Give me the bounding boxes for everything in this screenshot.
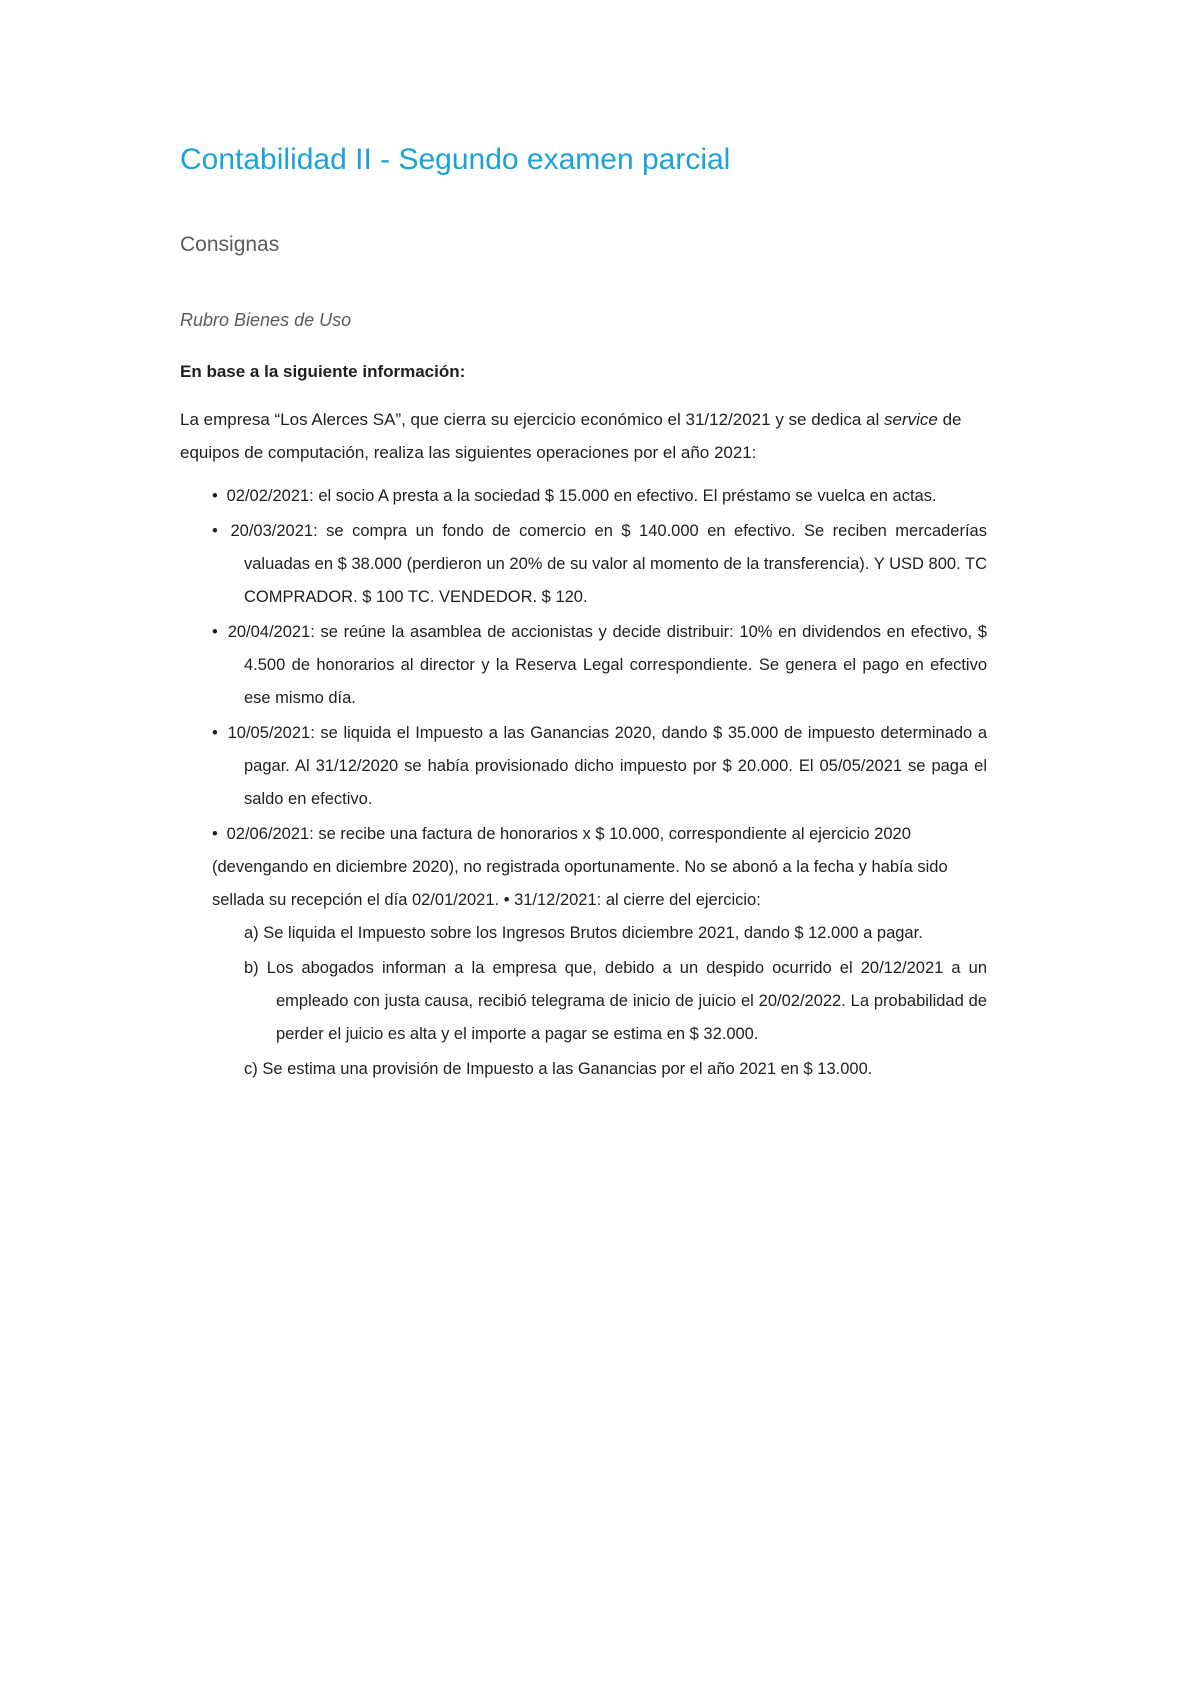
section-heading: Consignas [180,233,280,256]
subsection-heading: Rubro Bienes de Uso [180,310,352,330]
bullet-icon: • [212,724,218,742]
operation-text: 20/03/2021: se compra un fondo de comercio en $ 140.000 en efectivo. Se reciben mercaderías valuadas en $ 38.000 (perdieron un 20% de su valor al momento de la transferencia). Y USD 800. TC COMPRADOR. $ 100 TC. VENDEDOR. $ 120. [230,522,987,606]
list-item [244,952,987,1051]
list-item [244,917,987,950]
intro-text-part1: La empresa “Los Alerces SA”, que cierra su ejercicio económico el 31/12/2021 y se dedica al [180,410,884,429]
item-text: Se estima una provisión de Impuesto a las Ganancias por el año 2021 en $ 13.000. [262,1060,873,1078]
operations-list [212,480,987,1088]
list-item [212,480,987,513]
operation-text: 02/02/2021: el socio A presta a la sociedad $ 15.000 en efectivo. El préstamo se vuelca en actas. [226,487,937,505]
closing-adjustments-list [212,917,987,1086]
document-title: Contabilidad II - Segundo examen parcial [180,143,731,176]
list-item [212,818,987,1086]
bullet-icon: • [212,825,218,843]
intro-text-part2: de equipos de computación, realiza las siguientes operaciones por el año 2021: [180,410,962,462]
intro-text-italic: service [884,410,938,429]
item-letter: b) [244,959,259,977]
item-letter: c) [244,1060,258,1078]
operation-text: 10/05/2021: se liquida el Impuesto a las Ganancias 2020, dando $ 35.000 de impuesto determinado a pagar. Al 31/12/2020 se había provisionado dicho impuesto por $ 20.000. El 05/05/2021 se paga el saldo en efectivo. [227,724,987,808]
intro-paragraph [180,403,970,469]
bullet-icon: • [212,487,218,505]
item-text: Los abogados informan a la empresa que, debido a un despido ocurrido el 20/12/2021 a un empleado con justa causa, recibió telegrama de inicio de juicio el 20/02/2022. La probabilidad de perder el juicio es alta y el importe a pagar se estima en $ 32.000. [266,959,987,1043]
item-letter: a) [244,924,259,942]
operation-text: 20/04/2021: se reúne la asamblea de accionistas y decide distribuir: 10% en dividendos en efectivo, $ 4.500 de honorarios al director y la Reserva Legal correspondiente. Se genera el pago en efectivo ese mismo día. [227,623,988,707]
bullet-icon: • [212,522,218,540]
list-item [212,616,987,715]
list-item [244,1053,987,1086]
list-item [212,515,987,614]
operation-text: 02/06/2021: se recibe una factura de honorarios x $ 10.000, correspondiente al ejercicio 2020 (devengando en diciembre 2020), no registrada oportunamente. No se abonó a la fecha y había sido sellada su recepción el día 02/01/2021. • 31/12/2021: al cierre del ejercicio: [212,825,948,909]
item-text: Se liquida el Impuesto sobre los Ingresos Brutos diciembre 2021, dando $ 12.000 a pagar. [263,924,923,942]
bullet-icon: • [212,623,218,641]
list-item [212,717,987,816]
lead-paragraph: En base a la siguiente información: [180,362,466,381]
